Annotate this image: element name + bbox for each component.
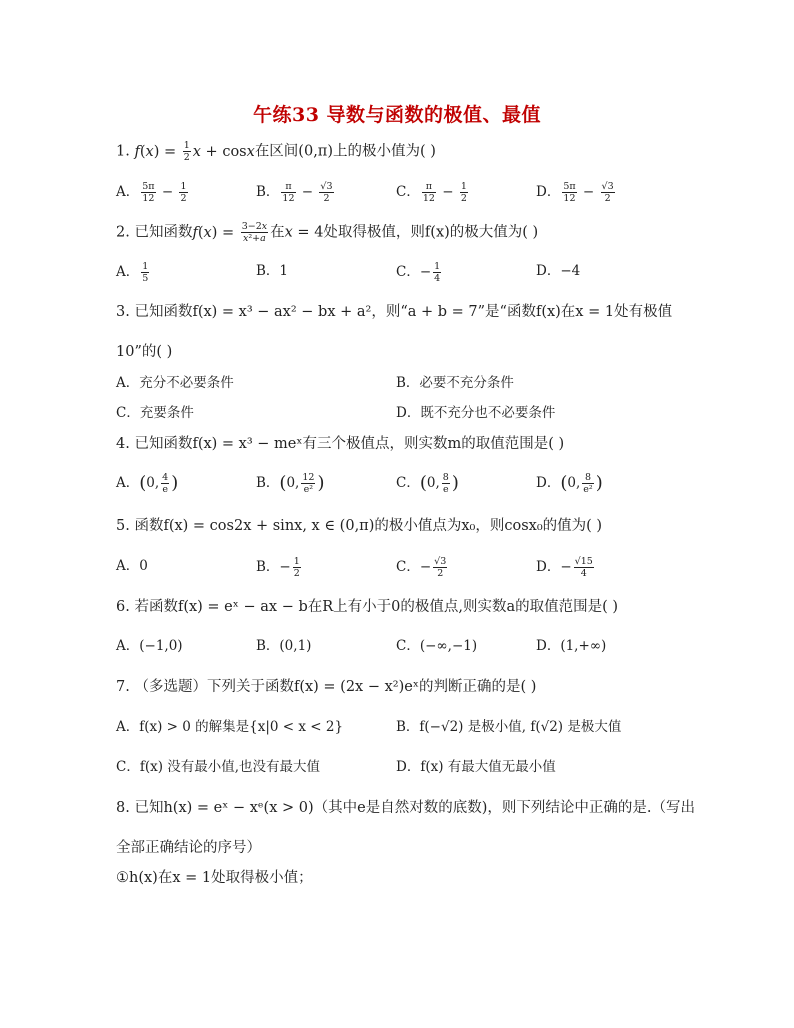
q7-option-c[interactable]: C．f(x) 没有最小值,也没有最大值	[116, 759, 321, 775]
question-5	[116, 516, 716, 536]
question-4	[116, 434, 716, 454]
formula: f(x) = $\frac{3-2x}{\text{x²+a}}$	[192, 221, 268, 244]
q4-option-a[interactable]: A．(0, $\frac{4}{e}$ )	[116, 472, 179, 495]
question-8-continued: 全部正确结论的序号）	[116, 840, 261, 856]
question-2	[116, 221, 716, 244]
q3-option-a[interactable]: A．充分不必要条件	[116, 375, 234, 391]
formula: f(x) = $\frac{1}{2}$ x + cosx	[134, 140, 255, 163]
q3-option-d[interactable]: D．既不充分也不必要条件	[396, 405, 556, 421]
q2-option-d[interactable]: D．−4	[536, 263, 581, 279]
question-8	[116, 798, 716, 818]
q5-option-d[interactable]: D．− $\frac{√15}{4}$	[536, 556, 593, 579]
q2-option-a[interactable]: A． $\frac{1}{5}$	[116, 261, 149, 284]
question-number: 8.	[116, 800, 130, 816]
question-text: 函数f(x) = cos2x + sinx, x ∈ (0,π)的极小值点为x₀，则cosx₀的值为( )	[134, 518, 603, 534]
question-7	[116, 677, 716, 697]
question-text: 处取得极值，则f(x)的极大值为( )	[323, 224, 539, 241]
q6-option-c[interactable]: C．(−∞,−1)	[396, 638, 478, 654]
q3-option-c[interactable]: C．充要条件	[116, 405, 194, 421]
q5-option-c[interactable]: C．− $\frac{√3}{2}$	[396, 556, 447, 579]
q5-option-a[interactable]: A．0	[116, 558, 148, 574]
question-text: 在	[270, 224, 285, 241]
question-6	[116, 597, 716, 617]
q1-option-b[interactable]: B． $\frac{\pi}{12}$ − $\frac{√3}{2}$	[256, 181, 333, 204]
q2-option-b[interactable]: B．1	[256, 263, 289, 279]
q1-option-c[interactable]: C． $\frac{\pi}{12}$ − $\frac{1}{2}$	[396, 181, 467, 204]
question-text: 已知函数	[134, 224, 193, 241]
question-text: 若函数f(x) = eˣ − ax − b在R上有小于0的极值点,则实数a的取值范围是( )	[134, 599, 619, 615]
q7-option-b[interactable]: B．f(−√2) 是极小值, f(√2) 是极大值	[396, 719, 622, 735]
q6-option-a[interactable]: A．(−1,0)	[116, 638, 183, 654]
question-text: 已知函数f(x) = x³ − meˣ有三个极值点，则实数m的取值范围是( )	[134, 436, 565, 452]
question-number: 7.	[116, 679, 130, 695]
option-value: −4	[560, 263, 581, 279]
page-title: 午练33 导数与函数的极值、最值	[252, 104, 542, 126]
q1-option-d[interactable]: D． $\frac{5\pi}{12}$ − $\frac{√3}{2}$	[536, 181, 614, 204]
question-number: 5.	[116, 518, 130, 534]
q7-option-d[interactable]: D．f(x) 有最大值无最小值	[396, 759, 556, 775]
question-number: 3.	[116, 304, 130, 320]
question-text: 已知h(x) = eˣ − xᵉ(x > 0)（其中e是自然对数的底数)，则下列结论中正确的是.（写出	[134, 800, 695, 816]
q4-option-c[interactable]: C．(0, $\frac{8}{e}$ )	[396, 472, 459, 495]
question-text: 已知函数f(x) = x³ − ax² − bx + a²，则“a + b = 7”是“函数f(x)在x = 1处有极值	[134, 304, 673, 320]
formula: x = 4	[284, 224, 324, 241]
q4-option-b[interactable]: B．(0, $\frac{12}{\text{e²}}$ )	[256, 472, 325, 495]
q4-option-d[interactable]: D．(0, $\frac{8}{\text{e²}}$ )	[536, 472, 603, 495]
question-text: 在区间(0,π)上的极小值为( )	[254, 143, 436, 160]
q8-statement-1: ①h(x)在x = 1处取得极小值；	[116, 870, 313, 886]
q6-option-d[interactable]: D．(1,+∞)	[536, 638, 607, 654]
question-3-continued: 10”的( )	[116, 344, 173, 360]
question-number: 4.	[116, 436, 130, 452]
question-number: 1.	[116, 143, 130, 160]
q7-option-a[interactable]: A．f(x) > 0 的解集是{x|0 < x < 2}	[116, 719, 344, 735]
question-1	[116, 140, 716, 163]
q2-option-c[interactable]: C．− $\frac{1}{4}$	[396, 261, 441, 284]
q3-option-b[interactable]: B．必要不充分条件	[396, 375, 514, 391]
question-text: （多选题）下列关于函数f(x) = (2x − x²)eˣ的判断正确的是( )	[134, 679, 537, 695]
q5-option-b[interactable]: B．− $\frac{1}{2}$	[256, 556, 300, 579]
q6-option-b[interactable]: B．(0,1)	[256, 638, 312, 654]
question-number: 2.	[116, 224, 130, 241]
question-number: 6.	[116, 599, 130, 615]
q1-option-a[interactable]: A． $\frac{5\pi}{12}$ − $\frac{1}{2}$	[116, 181, 187, 204]
question-3	[116, 302, 716, 322]
